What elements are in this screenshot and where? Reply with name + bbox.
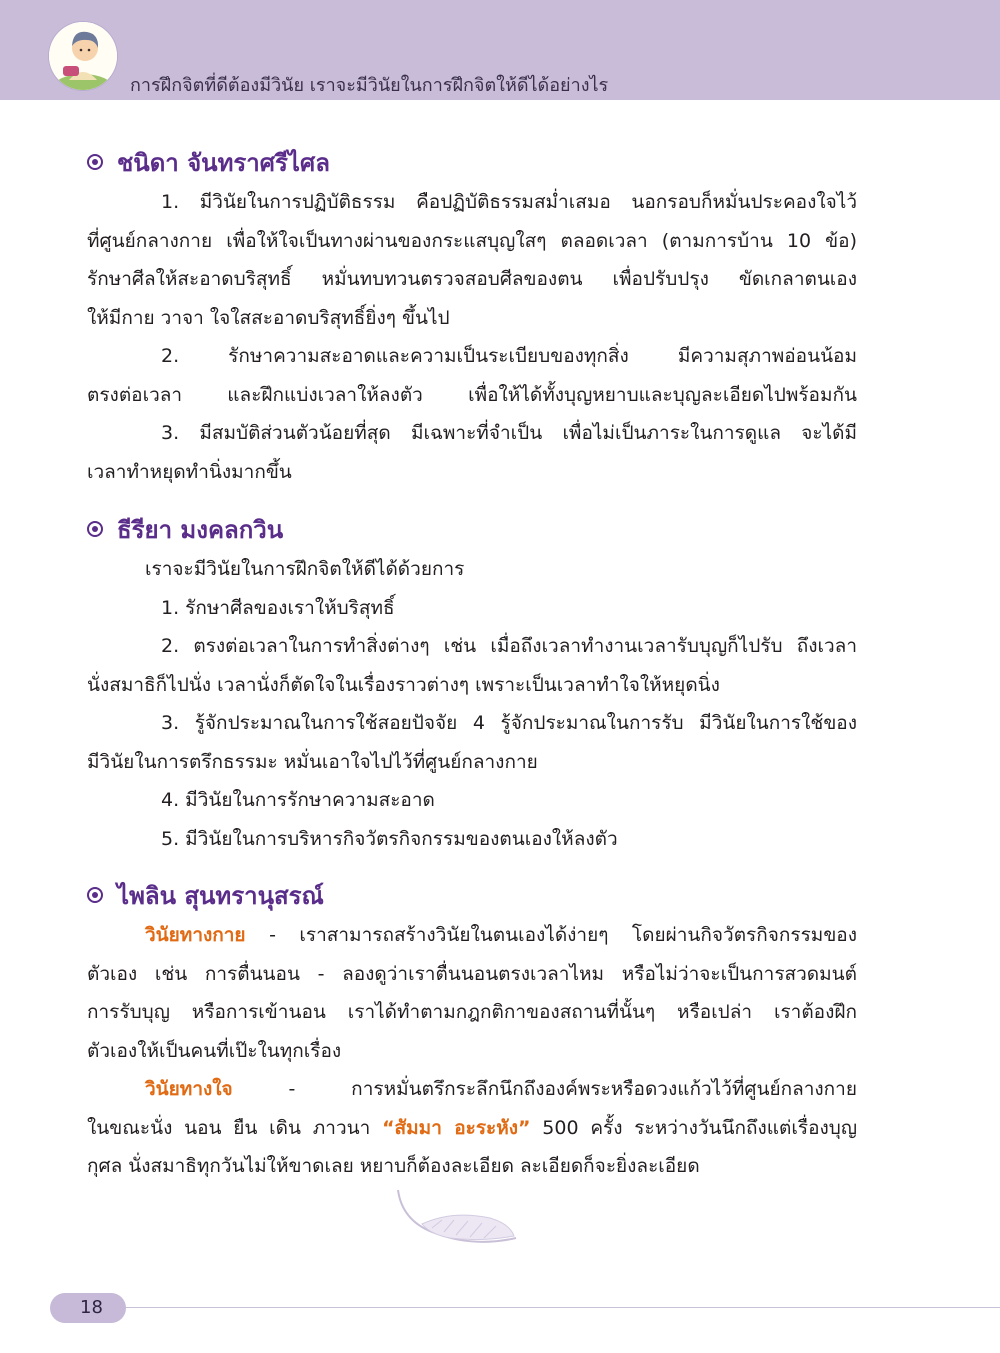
paragraph-line: เราจะมีวินัยในการฝึกจิตให้ดีได้ด้วยการ (145, 558, 465, 580)
paragraph-line: 3. มีสมบัติส่วนตัวน้อยที่สุด มีเฉพาะที่จำเป็น เพื่อไม่เป็นภาระในการดูแล จะได้มี (161, 422, 857, 444)
paragraph-line: 2. รักษาความสะอาดและความเป็นระเบียบของทุกสิ่ง มีความสุภาพอ่อนน้อม (161, 345, 857, 367)
footer-divider (120, 1307, 1000, 1308)
list-item: 1. รักษาศีลของเราให้บริสุทธิ์ (161, 596, 395, 619)
paragraph-line: ตัวเอง เช่น การตื่นนอน - ลองดูว่าเราตื่นนอนตรงเวลาไหม หรือไม่ว่าจะเป็นการสวดมนต์ (87, 962, 857, 985)
paragraph-line: มีวินัยในการตรึกธรรมะ หมั่นเอาใจไปไว้ที่ศูนย์กลางกาย (87, 750, 538, 773)
paragraph-text: - เราสามารถสร้างวินัยในตนเองได้ง่ายๆ โดยผ่านกิจวัตรกิจกรรมของ (245, 924, 857, 946)
paragraph-text: 500 ครั้ง ระหว่างวันนึกถึงแต่เรื่องบุญ (530, 1116, 858, 1139)
page-number: 18 (80, 1297, 103, 1318)
paragraph-line: ตัวเองให้เป็นคนที่เป๊ะในทุกเรื่อง (87, 1039, 342, 1062)
section-heading (87, 509, 857, 549)
paragraph-line: การรับบุญ หรือการเข้านอน เราได้ทำตามกฎกติกาของสถานที่นั้นๆ หรือเปล่า เราต้องฝึก (87, 1001, 857, 1023)
mantra-text: “สัมมา อะระหัง” (382, 1116, 531, 1139)
section-heading (87, 142, 857, 182)
section-name: ไพลิน สุนทรานุสรณ์ (117, 881, 324, 910)
section-gap (87, 491, 857, 509)
feather-ornament-icon (392, 1180, 522, 1255)
paragraph-text: - การหมั่นตรึกระลึกนึกถึงองค์พระหรือดวงแก้วไว้ที่ศูนย์กลางกาย (232, 1078, 857, 1100)
paragraph-line: 1. มีวินัยในการปฏิบัติธรรม คือปฏิบัติธรรมสม่ำเสมอ นอกรอบก็หมั่นประคองใจไว้ (161, 191, 857, 213)
paragraph-line: นั่งสมาธิก็ไปนั่ง เวลานั่งก็ตัดใจในเรื่องราวต่างๆ เพราะเป็นเวลาทำใจให้หยุดนิ่ง (87, 673, 720, 696)
page-content (87, 142, 857, 1186)
list-item: 5. มีวินัยในการบริหารกิจวัตรกิจกรรมของตนเองให้ลงตัว (161, 827, 618, 850)
section-heading (87, 875, 857, 915)
list-item: 4. มีวินัยในการรักษาความสะอาด (161, 789, 435, 811)
bullet-circle-icon (87, 521, 103, 537)
list-item: 2. ตรงต่อเวลาในการทำสิ่งต่างๆ เช่น เมื่อถึงเวลาทำงานเวลารับบุญก็ไปรับ ถึงเวลา (161, 635, 857, 657)
section-name: ชนิดา จันทราศรีไศล (117, 148, 330, 177)
child-reading-illustration (49, 22, 117, 90)
section-gap (87, 858, 857, 875)
list-item: 3. รู้จักประมาณในการใช้สอยปัจจัย 4 รู้จักประมาณในการรับ มีวินัยในการใช้ของ (161, 712, 857, 734)
paragraph-line (87, 916, 857, 955)
paragraph-line: ให้มีกาย วาจา ใจใสสะอาดบริสุทธิ์ยิ่งๆ ขึ้นไป (87, 306, 450, 329)
page-number-badge (50, 1293, 126, 1323)
highlight-label: วินัยทางใจ (145, 1078, 233, 1100)
paragraph-line: ตรงต่อเวลา และฝึกแบ่งเวลาให้ลงตัว เพื่อให้ได้ทั้งบุญหยาบและบุญละเอียดไปพร้อมกัน (87, 383, 857, 406)
paragraph-text: ในขณะนั่ง นอน ยืน เดิน ภาวนา (87, 1116, 383, 1139)
header-title: การฝึกจิตที่ดีต้องมีวินัย เราจะมีวินัยในการฝึกจิตให้ดีได้อย่างไร (130, 75, 609, 96)
paragraph-line (87, 1109, 857, 1148)
bullet-circle-icon (87, 887, 103, 903)
section-name: ธีรียา มงคลกวิน (117, 515, 284, 544)
paragraph-line: กุศล นั่งสมาธิทุกวันไม่ให้ขาดเลย หยาบก็ต้องละเอียด ละเอียดก็จะยิ่งละเอียด (87, 1155, 700, 1177)
paragraph-line (87, 1070, 857, 1109)
paragraph-line: รักษาศีลให้สะอาดบริสุทธิ์ หมั่นทบทวนตรวจสอบศีลของตน เพื่อปรับปรุง ขัดเกลาตนเอง (87, 268, 857, 290)
highlight-label: วินัยทางกาย (145, 924, 246, 946)
paragraph-line: เวลาทำหยุดทำนิ่งมากขึ้น (87, 460, 292, 483)
bullet-circle-icon (87, 154, 103, 170)
paragraph-line: ที่ศูนย์กลางกาย เพื่อให้ใจเป็นทางผ่านของกระแสบุญใสๆ ตลอดเวลา (ตามการบ้าน 10 ข้อ) (87, 229, 857, 252)
